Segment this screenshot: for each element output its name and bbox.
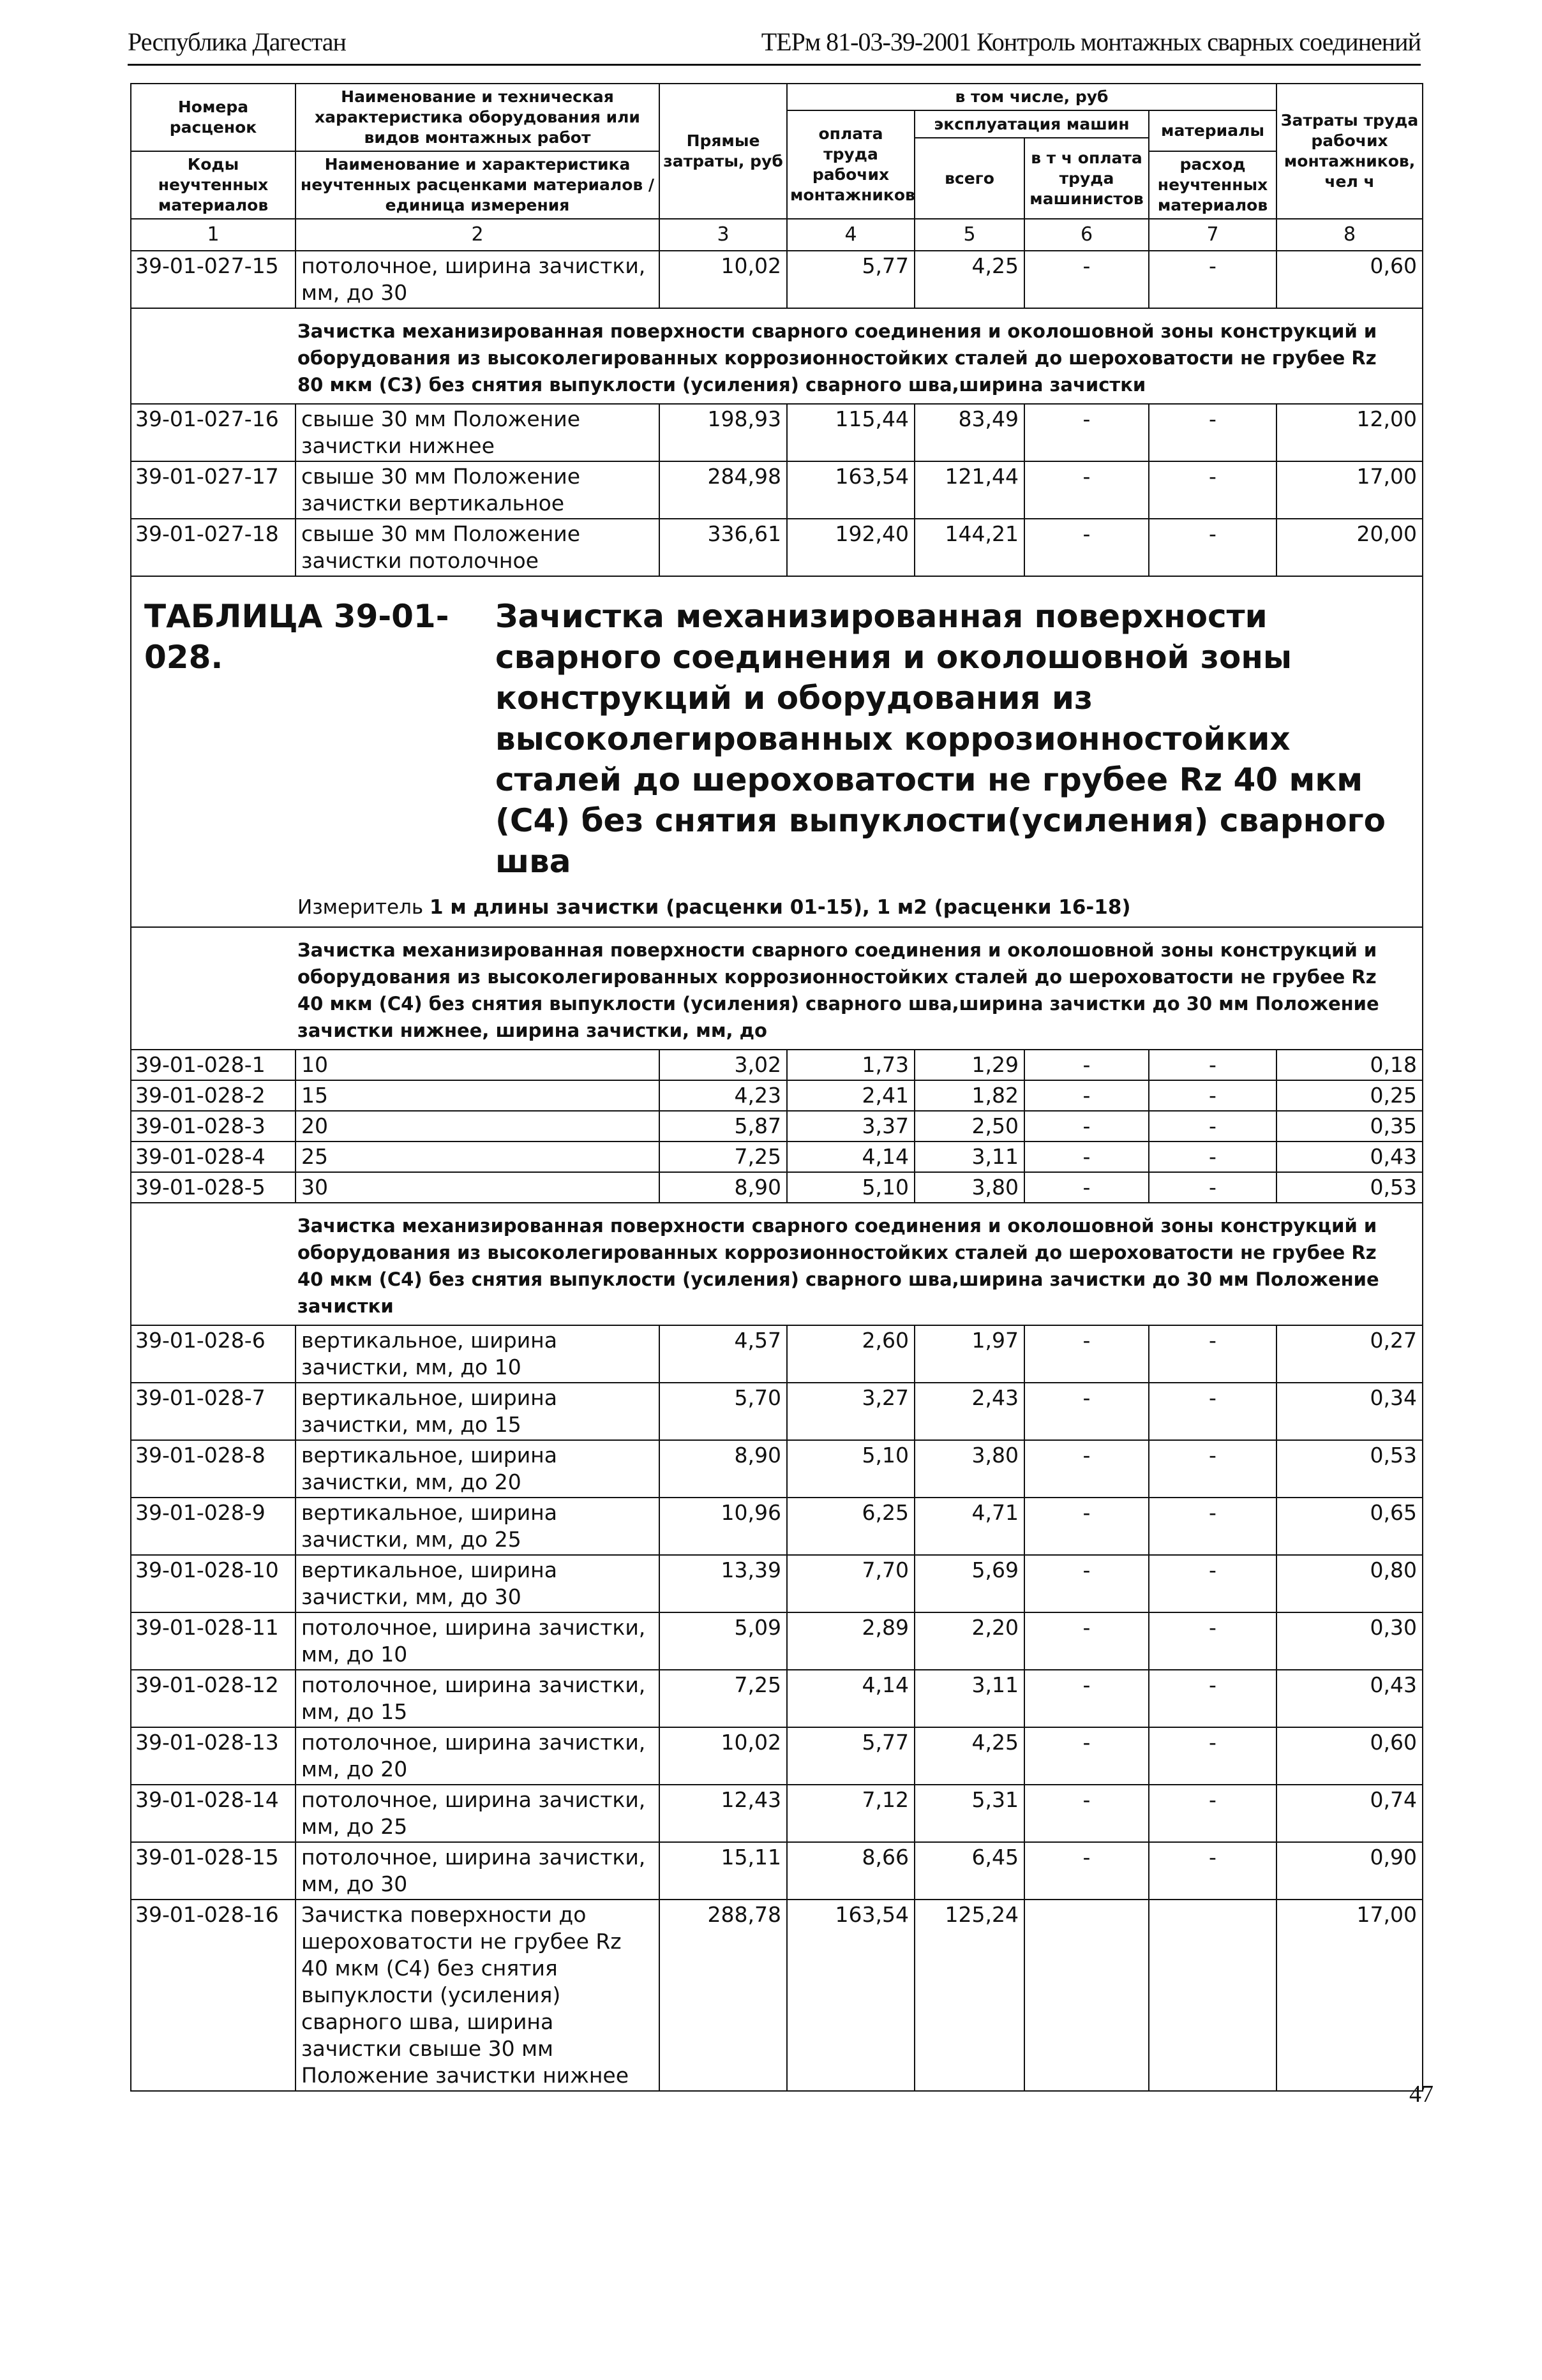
direct-cost: 284,98 [659,461,787,519]
machines-cost: 4,25 [915,251,1024,308]
direct-cost: 4,23 [659,1080,787,1111]
labor-cost: 0,35 [1276,1111,1423,1142]
table-row [131,1900,1423,2091]
running-header-left: Республика Дагестан [128,27,346,56]
materials-cost: - [1149,1727,1276,1785]
rate-name: 20 [296,1111,659,1142]
rate-name: Зачистка поверхности до шероховатости не грубее Rz 40 мкм (С4) без снятия выпуклости (усиления) сварного шва, ширина зачистки свыше 30 мм Положение зачистки нижнее [296,1900,659,2091]
table-row [131,1111,1423,1142]
machine-wages-cost: - [1024,1842,1149,1900]
direct-cost: 5,70 [659,1383,787,1440]
rate-code: 39-01-028-9 [131,1498,296,1555]
col-direct: Прямые затраты, руб [659,84,787,219]
col-name-bottom: Наименование и характеристика неучтенных расценками материалов / единица измерения [296,151,659,219]
rate-code: 39-01-027-15 [131,251,296,308]
table-caption [131,576,1423,927]
col-num-2: 2 [296,219,659,251]
col-num-5: 5 [915,219,1024,251]
direct-cost: 4,57 [659,1325,787,1383]
section-heading-row [131,308,1423,404]
direct-cost: 336,61 [659,519,787,576]
price-table [130,83,1423,2092]
col-num-8: 8 [1276,219,1423,251]
machine-wages-cost: - [1024,1727,1149,1785]
labor-cost: 20,00 [1276,519,1423,576]
wages-cost: 6,25 [787,1498,915,1555]
wages-cost: 115,44 [787,404,915,461]
header-row-1 [131,84,1423,110]
labor-cost: 0,65 [1276,1498,1423,1555]
machine-wages-cost: - [1024,1080,1149,1111]
direct-cost: 198,93 [659,404,787,461]
rate-name: потолочное, ширина зачистки, мм, до 10 [296,1612,659,1670]
wages-cost: 3,37 [787,1111,915,1142]
rate-code: 39-01-028-7 [131,1383,296,1440]
materials-cost: - [1149,404,1276,461]
rate-name: свыше 30 мм Положение зачистки вертикальное [296,461,659,519]
direct-cost: 8,90 [659,1172,787,1203]
materials-cost: - [1149,1383,1276,1440]
rate-name: 10 [296,1050,659,1080]
labor-cost: 0,74 [1276,1785,1423,1842]
labor-cost: 0,60 [1276,1727,1423,1785]
table-row [131,1842,1423,1900]
wages-cost: 2,89 [787,1612,915,1670]
materials-cost: - [1149,1670,1276,1727]
direct-cost: 7,25 [659,1670,787,1727]
direct-cost: 5,87 [659,1111,787,1142]
table-row [131,1785,1423,1842]
table-row [131,1325,1423,1383]
col-name-top: Наименование и техническая характеристика оборудования или видов монтажных работ [296,84,659,151]
direct-cost: 5,09 [659,1612,787,1670]
table-row [131,461,1423,519]
machine-wages-cost: - [1024,1050,1149,1080]
table-row [131,1050,1423,1080]
machines-cost: 144,21 [915,519,1024,576]
section-heading: Зачистка механизированная поверхности сварного соединения и околошовной зоны конструкций и оборудования из высоколегированных коррозионностойких сталей до шероховатости не грубее Rz 40 мкм (С4) без снятия выпуклости (усиления) сварного шва,ширина зачистки до 30 мм Положение зачистки [131,1203,1423,1325]
rate-code: 39-01-028-1 [131,1050,296,1080]
col-wages: оплата труда рабочих монтажников [787,110,915,219]
col-materials: материалы [1149,110,1276,151]
machine-wages-cost: - [1024,519,1149,576]
direct-cost: 15,11 [659,1842,787,1900]
rate-code: 39-01-028-4 [131,1142,296,1172]
section-heading: Зачистка механизированная поверхности сварного соединения и околошовной зоны конструкций и оборудования из высоколегированных коррозионностойких сталей до шероховатости не грубее Rz 80 мкм (С3) без снятия выпуклости (усиления) сварного шва,ширина зачистки [131,308,1423,404]
table-caption-row [131,576,1423,927]
machine-wages-cost: - [1024,1612,1149,1670]
rate-name: вертикальное, ширина зачистки, мм, до 10 [296,1325,659,1383]
materials-cost: - [1149,519,1276,576]
section-heading-row [131,927,1423,1050]
rate-name: вертикальное, ширина зачистки, мм, до 25 [296,1498,659,1555]
rate-code: 39-01-027-16 [131,404,296,461]
wages-cost: 2,41 [787,1080,915,1111]
wages-cost: 5,10 [787,1440,915,1498]
rate-name: потолочное, ширина зачистки, мм, до 30 [296,1842,659,1900]
table-row [131,519,1423,576]
machines-cost: 3,11 [915,1142,1024,1172]
machine-wages-cost: - [1024,1172,1149,1203]
materials-cost: - [1149,1325,1276,1383]
materials-cost: - [1149,1842,1276,1900]
table-row [131,1440,1423,1498]
direct-cost: 3,02 [659,1050,787,1080]
rate-name: потолочное, ширина зачистки, мм, до 15 [296,1670,659,1727]
section-heading: Зачистка механизированная поверхности сварного соединения и околошовной зоны конструкций и оборудования из высоколегированных коррозионностойких сталей до шероховатости не грубее Rz 40 мкм (С4) без снятия выпуклости (усиления) сварного шва,ширина зачистки до 30 мм Положение зачистки нижнее, ширина зачистки, мм, до [131,927,1423,1050]
table-row [131,1727,1423,1785]
wages-cost: 7,12 [787,1785,915,1842]
table-row [131,1172,1423,1203]
materials-cost: - [1149,251,1276,308]
rate-name: 30 [296,1172,659,1203]
direct-cost: 7,25 [659,1142,787,1172]
machines-cost: 3,11 [915,1670,1024,1727]
rate-code: 39-01-028-16 [131,1900,296,2091]
table-row [131,251,1423,308]
materials-cost: - [1149,1498,1276,1555]
machine-wages-cost: - [1024,461,1149,519]
machine-wages-cost: - [1024,1111,1149,1142]
header-rule [128,64,1421,66]
materials-cost [1149,1900,1276,2091]
rate-name: вертикальное, ширина зачистки, мм, до 20 [296,1440,659,1498]
labor-cost: 17,00 [1276,461,1423,519]
materials-cost: - [1149,1555,1276,1612]
col-machines: эксплуатация машин [915,110,1149,138]
machine-wages-cost: - [1024,1498,1149,1555]
materials-cost: - [1149,1440,1276,1498]
materials-cost: - [1149,1050,1276,1080]
machine-wages-cost: - [1024,1785,1149,1842]
machines-cost: 5,31 [915,1785,1024,1842]
price-table-frame [130,83,1422,2380]
col-codes-bottom: Коды неучтенных материалов [131,151,296,219]
machines-cost: 125,24 [915,1900,1024,2091]
col-codes-top: Номера расценок [131,84,296,151]
materials-cost: - [1149,1111,1276,1142]
machines-cost: 3,80 [915,1440,1024,1498]
labor-cost: 17,00 [1276,1900,1423,2091]
machine-wages-cost: - [1024,1383,1149,1440]
table-row [131,1142,1423,1172]
wages-cost: 4,14 [787,1142,915,1172]
machine-wages-cost [1024,1900,1149,2091]
rate-name: вертикальное, ширина зачистки, мм, до 15 [296,1383,659,1440]
labor-cost: 0,43 [1276,1142,1423,1172]
table-title: Зачистка механизированная поверхности сварного соединения и околошовной зоны конструкций и оборудования из высоколегированных коррозионностойких сталей до шероховатости не грубее Rz 40 мкм (С4) без снятия выпуклости(усиления) сварного шва [495,598,1386,880]
machines-cost: 3,80 [915,1172,1024,1203]
rate-name: 25 [296,1142,659,1172]
wages-cost: 192,40 [787,519,915,576]
machines-cost: 121,44 [915,461,1024,519]
machine-wages-cost: - [1024,251,1149,308]
materials-cost: - [1149,1612,1276,1670]
direct-cost: 10,02 [659,251,787,308]
machine-wages-cost: - [1024,1325,1149,1383]
col-machines-wages: в т ч оплата труда машинистов [1024,138,1149,219]
table-label: ТАБЛИЦА 39-01-028. [144,598,449,676]
rate-code: 39-01-028-10 [131,1555,296,1612]
labor-cost: 0,80 [1276,1555,1423,1612]
table-row [131,1670,1423,1727]
wages-cost: 163,54 [787,461,915,519]
col-materials-sub: расход неучтенных материалов [1149,151,1276,219]
rate-name: 15 [296,1080,659,1111]
wages-cost: 4,14 [787,1670,915,1727]
labor-cost: 0,30 [1276,1612,1423,1670]
machine-wages-cost: - [1024,1440,1149,1498]
rate-name: свыше 30 мм Положение зачистки нижнее [296,404,659,461]
machine-wages-cost: - [1024,404,1149,461]
materials-cost: - [1149,1172,1276,1203]
wages-cost: 5,77 [787,251,915,308]
table-row [131,1498,1423,1555]
machines-cost: 2,50 [915,1111,1024,1142]
machine-wages-cost: - [1024,1555,1149,1612]
table-row [131,1555,1423,1612]
rate-code: 39-01-028-13 [131,1727,296,1785]
machine-wages-cost: - [1024,1670,1149,1727]
table-row [131,404,1423,461]
materials-cost: - [1149,1785,1276,1842]
rate-code: 39-01-027-17 [131,461,296,519]
col-incl: в том числе, руб [787,84,1276,110]
labor-cost: 0,27 [1276,1325,1423,1383]
wages-cost: 1,73 [787,1050,915,1080]
rate-code: 39-01-028-11 [131,1612,296,1670]
wages-cost: 3,27 [787,1383,915,1440]
wages-cost: 163,54 [787,1900,915,2091]
column-numbers-row [131,219,1423,251]
direct-cost: 10,02 [659,1727,787,1785]
direct-cost: 13,39 [659,1555,787,1612]
labor-cost: 0,18 [1276,1050,1423,1080]
rate-name: потолочное, ширина зачистки, мм, до 30 [296,251,659,308]
labor-cost: 0,43 [1276,1670,1423,1727]
wages-cost: 7,70 [787,1555,915,1612]
rate-name: вертикальное, ширина зачистки, мм, до 30 [296,1555,659,1612]
page-number: 47 [1409,2081,1433,2108]
materials-cost: - [1149,1142,1276,1172]
measure-line [297,895,1396,920]
machines-cost: 2,20 [915,1612,1024,1670]
col-num-1: 1 [131,219,296,251]
labor-cost: 0,53 [1276,1172,1423,1203]
machines-cost: 6,45 [915,1842,1024,1900]
machines-cost: 4,25 [915,1727,1024,1785]
direct-cost: 12,43 [659,1785,787,1842]
wages-cost: 8,66 [787,1842,915,1900]
labor-cost: 0,34 [1276,1383,1423,1440]
table-row [131,1383,1423,1440]
machines-cost: 2,43 [915,1383,1024,1440]
col-num-4: 4 [787,219,915,251]
labor-cost: 0,25 [1276,1080,1423,1111]
labor-cost: 0,60 [1276,251,1423,308]
wages-cost: 2,60 [787,1325,915,1383]
rate-name: свыше 30 мм Положение зачистки потолочное [296,519,659,576]
running-header-right: ТЕРм 81-03-39-2001 Контроль монтажных сварных соединений [761,27,1421,56]
table-row [131,1080,1423,1111]
col-num-3: 3 [659,219,787,251]
section-heading-row [131,1203,1423,1325]
labor-cost: 0,53 [1276,1440,1423,1498]
machines-cost: 83,49 [915,404,1024,461]
col-num-7: 7 [1149,219,1276,251]
col-num-6: 6 [1024,219,1149,251]
rate-name: потолочное, ширина зачистки, мм, до 25 [296,1785,659,1842]
measure-label: Измеритель [297,896,424,919]
rate-code: 39-01-028-3 [131,1111,296,1142]
measure-value: 1 м длины зачистки (расценки 01-15), 1 м2 (расценки 16-18) [430,896,1131,919]
machines-cost: 1,29 [915,1050,1024,1080]
rate-name: потолочное, ширина зачистки, мм, до 20 [296,1727,659,1785]
rate-code: 39-01-028-2 [131,1080,296,1111]
labor-cost: 0,90 [1276,1842,1423,1900]
direct-cost: 288,78 [659,1900,787,2091]
materials-cost: - [1149,1080,1276,1111]
rate-code: 39-01-028-14 [131,1785,296,1842]
rate-code: 39-01-028-5 [131,1172,296,1203]
direct-cost: 10,96 [659,1498,787,1555]
machines-cost: 1,82 [915,1080,1024,1111]
rate-code: 39-01-027-18 [131,519,296,576]
rate-code: 39-01-028-12 [131,1670,296,1727]
col-labor: Затраты труда рабочих монтажников, чел ч [1276,84,1423,219]
machines-cost: 1,97 [915,1325,1024,1383]
labor-cost: 12,00 [1276,404,1423,461]
rate-code: 39-01-028-8 [131,1440,296,1498]
table-row [131,1612,1423,1670]
machines-cost: 4,71 [915,1498,1024,1555]
rate-code: 39-01-028-15 [131,1842,296,1900]
col-machines-total: всего [915,138,1024,219]
wages-cost: 5,77 [787,1727,915,1785]
wages-cost: 5,10 [787,1172,915,1203]
machines-cost: 5,69 [915,1555,1024,1612]
materials-cost: - [1149,461,1276,519]
direct-cost: 8,90 [659,1440,787,1498]
rate-code: 39-01-028-6 [131,1325,296,1383]
machine-wages-cost: - [1024,1142,1149,1172]
